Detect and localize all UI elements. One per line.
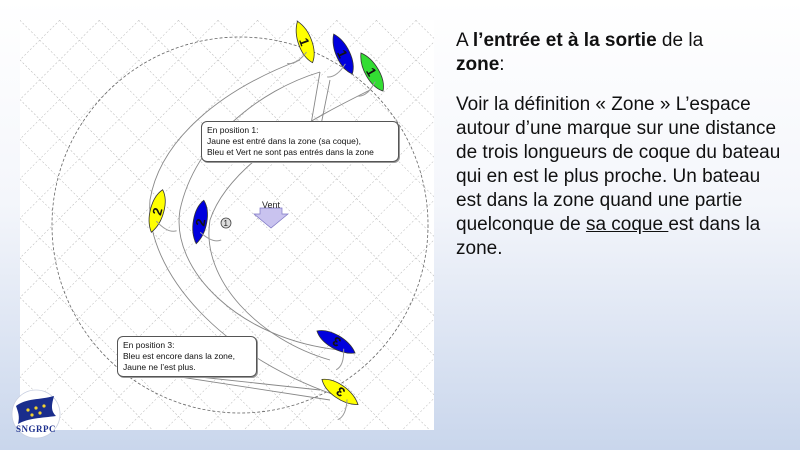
- callout-3-line-3: Jaune ne l’est plus.: [123, 362, 196, 372]
- callout-1-line-1: En position 1:: [207, 125, 259, 135]
- paragraph-underlined: sa coque: [585, 214, 669, 235]
- club-logo-icon: [6, 388, 66, 446]
- callout-position-3: [117, 336, 257, 377]
- heading-prefix: A: [456, 30, 473, 51]
- heading-middle: de la: [656, 30, 704, 51]
- callout-1-line-2: Jaune est entré dans la zone (sa coque),: [207, 136, 362, 146]
- club-logo-text: SNGRPC: [15, 424, 56, 434]
- boat-number: 2: [149, 206, 166, 217]
- boat-number: 2: [192, 217, 209, 228]
- boat-number: 1: [363, 65, 380, 79]
- slide-paragraph: [456, 93, 786, 261]
- boat-number: 3: [329, 333, 344, 351]
- paragraph-text-after: est dans la zone.: [456, 214, 761, 259]
- boat-number: 3: [333, 383, 348, 401]
- zone-diagram: [20, 20, 434, 430]
- boat-number: 1: [296, 35, 313, 48]
- callout-position-1: [201, 121, 399, 162]
- wind-label: Vent: [262, 200, 281, 210]
- callout-1-line-3: Bleu et Vert ne sont pas entrés dans la zone: [207, 147, 374, 157]
- boat-number: 1: [334, 47, 351, 61]
- slide-heading: [456, 29, 786, 77]
- text-panel: [456, 29, 786, 261]
- callout-3-line-2: Bleu est encore dans la zone,: [123, 351, 235, 361]
- heading-suffix: :: [499, 54, 505, 75]
- heading-bold-1: l’entrée et à la sortie: [472, 30, 657, 51]
- heading-bold-2: zone: [456, 54, 500, 75]
- mark-label: 1: [223, 219, 228, 228]
- callout-3-line-1: En position 3:: [123, 340, 175, 350]
- paragraph-text-before: Voir la définition « Zone » L’espace autour d’une marque sur une distance de trois longueurs de coque du bateau qui en est le plus proche. Un bateau est dans la zone quand une partie quelconque de: [456, 94, 781, 235]
